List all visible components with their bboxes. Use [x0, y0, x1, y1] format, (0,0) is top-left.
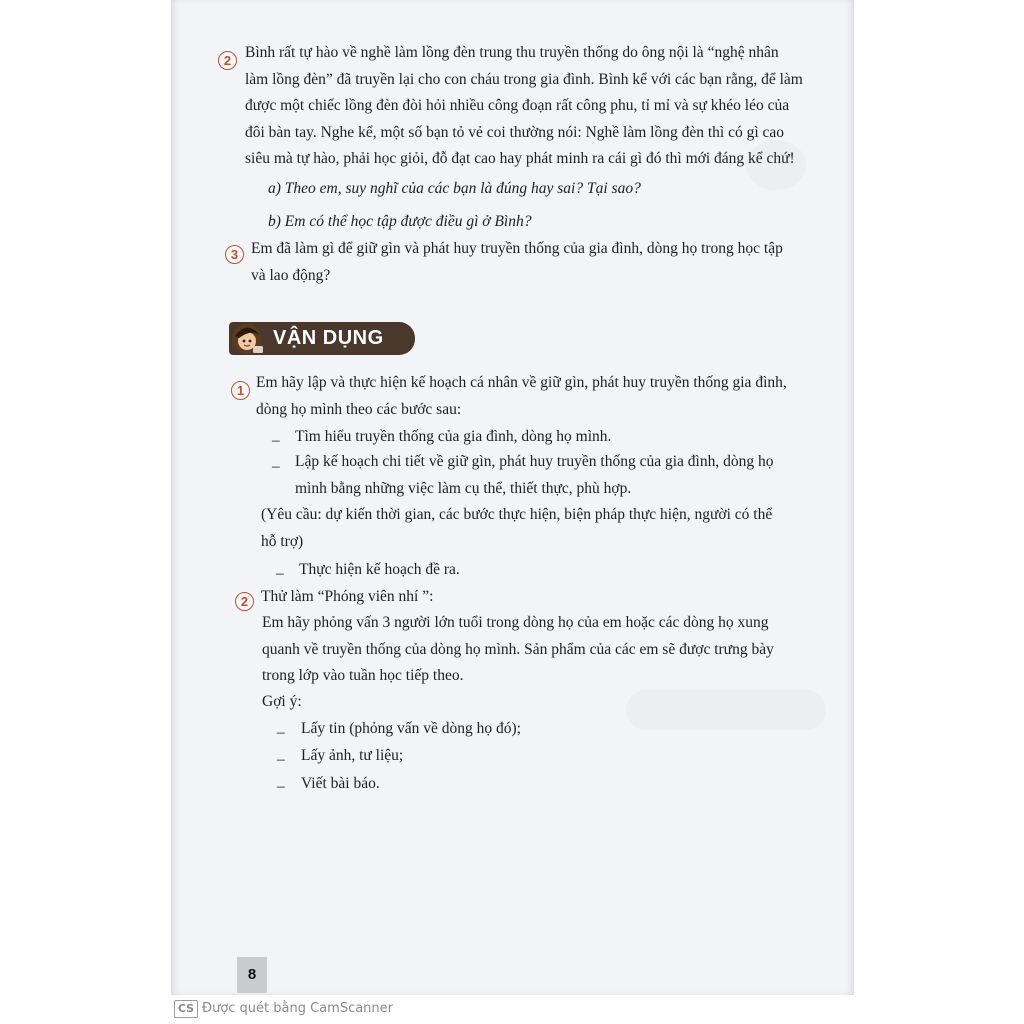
- task-1-bullet-3: Thực hiện kế hoạch đề ra.: [299, 561, 460, 578]
- text-line: quanh về truyền thống của dòng họ mình. Sản phẩm của các em sẽ được trưng bày: [262, 640, 774, 658]
- hint-item: Viết bài báo.: [301, 775, 380, 792]
- student-mascot-icon: [229, 318, 269, 358]
- text-line: mình bằng những việc làm cụ thể, thiết thực, phù hợp.: [295, 479, 632, 497]
- text-line: trong lớp vào tuần học tiếp theo.: [262, 667, 464, 684]
- text-line: đôi bàn tay. Nghe kể, một số bạn tỏ vẻ coi thường nói: Nghề làm lồng đèn thì có gì cao: [245, 123, 785, 141]
- footer-text: Được quét bằng CamScanner: [202, 1001, 394, 1016]
- text-line: Lập kế hoạch chi tiết về giữ gìn, phát huy truyền thống của gia đình, dòng họ: [295, 453, 774, 470]
- camscanner-icon: CS: [174, 1000, 198, 1018]
- text-line: (Yêu cầu: dự kiến thời gian, các bước thực hiện, biện pháp thực hiện, người có thể: [261, 506, 773, 523]
- task-1-bullet-1: Tìm hiểu truyền thống của gia đình, dòng họ mình.: [295, 428, 612, 445]
- text-line: Em hãy lập và thực hiện kế hoạch cá nhân về giữ gìn, phát huy truyền thống gia đình,: [256, 374, 787, 391]
- bullet-dash: –: [277, 778, 285, 795]
- hint-item: Lấy tin (phỏng vấn về dòng họ đó);: [301, 720, 521, 737]
- left-margin: [0, 0, 171, 995]
- bullet-dash: –: [277, 724, 285, 741]
- task-2-title: Thử làm “Phóng viên nhí ”:: [261, 588, 434, 605]
- task-1-text: [256, 370, 787, 423]
- task-1-requirement: [261, 502, 772, 555]
- question-2a: a) Theo em, suy nghĩ của các bạn là đúng hay sai? Tại sao?: [268, 180, 641, 197]
- task-2-text: [262, 610, 774, 690]
- right-margin: [854, 0, 1024, 995]
- question-2-text: [245, 40, 803, 173]
- task-number-2: 2: [235, 592, 254, 611]
- text-line: dòng họ mình theo các bước sau:: [256, 400, 462, 418]
- question-2b: b) Em có thể học tập được điều gì ở Bình?: [268, 213, 532, 230]
- question-number-2: 2: [218, 51, 237, 70]
- hint-label: Gợi ý:: [262, 693, 302, 710]
- bullet-dash: –: [276, 565, 284, 582]
- bullet-dash: –: [277, 751, 285, 768]
- section-title: VẬN DỤNG: [273, 327, 384, 349]
- camscanner-footer: [174, 999, 393, 1019]
- bullet-dash: –: [272, 458, 280, 475]
- text-line: được một chiếc lồng đèn đòi hỏi nhiều công đoạn rất công phu, tỉ mỉ và sự khéo léo của: [245, 97, 790, 114]
- text-line: siêu mà tự hào, phải học giỏi, đỗ đạt cao hay phát minh ra cái gì đó thì mới đáng kể chứ!: [245, 150, 795, 167]
- task-1-bullet-2: [295, 449, 773, 502]
- question-3-text: [251, 236, 783, 289]
- question-number-3: 3: [225, 245, 244, 264]
- section-badge-van-dung: [229, 322, 415, 355]
- hint-item: Lấy ảnh, tư liệu;: [301, 747, 404, 764]
- text-line: và lao động?: [251, 266, 331, 284]
- bullet-dash: –: [272, 432, 280, 449]
- task-number-1: 1: [231, 381, 250, 400]
- text-line: Em đã làm gì để giữ gìn và phát huy truyền thống của gia đình, dòng họ trong học tập: [251, 240, 783, 257]
- text-line: Em hãy phỏng vấn 3 người lớn tuổi trong dòng họ của em hoặc các dòng họ xung: [262, 614, 769, 631]
- page-number: 8: [237, 957, 267, 993]
- text-line: hỗ trợ): [261, 532, 304, 550]
- bleed-through-mark: [626, 690, 826, 730]
- text-line: Bình rất tự hào về nghề làm lồng đèn trung thu truyền thống do ông nội là “nghệ nhân: [245, 44, 779, 61]
- text-line: làm lồng đèn” đã truyền lại cho con cháu trong gia đình. Bình kể với các bạn rằng, để làm: [245, 70, 803, 88]
